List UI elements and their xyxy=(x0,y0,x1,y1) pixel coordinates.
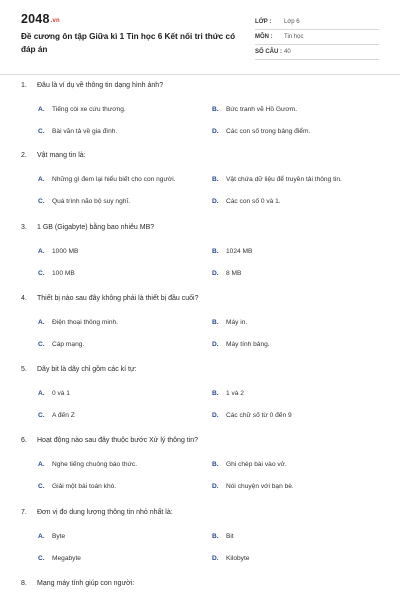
option-letter: B. xyxy=(212,319,219,326)
option-text: 1 và 2 xyxy=(226,390,244,397)
option-text: Kilobyte xyxy=(226,555,250,562)
option-letter: B. xyxy=(212,461,219,468)
option-letter: A. xyxy=(38,248,45,255)
option-a[interactable] xyxy=(38,248,78,255)
option-b[interactable] xyxy=(212,248,252,255)
question-text xyxy=(21,295,199,302)
option-letter: D. xyxy=(212,555,219,562)
option-letter: A. xyxy=(38,319,45,326)
option-c[interactable] xyxy=(38,341,84,348)
option-letter: C. xyxy=(38,128,45,135)
option-a[interactable] xyxy=(38,106,126,113)
option-text: Quá trình não bộ suy nghĩ. xyxy=(52,198,131,205)
option-a[interactable] xyxy=(38,176,176,183)
option-text: 8 MB xyxy=(226,270,242,277)
question-text xyxy=(21,152,86,159)
question-stem: Đâu là ví dụ về thông tin dạng hình ảnh? xyxy=(37,82,164,89)
option-text: Giải một bài toán khó. xyxy=(52,483,117,490)
option-letter: B. xyxy=(212,390,219,397)
logo-suffix: .vn xyxy=(50,18,60,24)
meta-row-class xyxy=(255,16,379,30)
option-d[interactable] xyxy=(212,555,249,562)
option-letter: A. xyxy=(38,461,45,468)
option-text: 1024 MB xyxy=(226,248,253,255)
option-d[interactable] xyxy=(212,483,294,490)
option-letter: A. xyxy=(38,106,45,113)
option-letter: B. xyxy=(212,176,219,183)
question-stem: Đơn vị đo dung lượng thông tin nhỏ nhất là: xyxy=(37,509,173,516)
question-number: 4. xyxy=(21,295,27,302)
option-text: Cáp mạng. xyxy=(52,341,85,348)
option-letter: C. xyxy=(38,412,45,419)
option-b[interactable] xyxy=(212,176,342,183)
option-letter: C. xyxy=(38,483,45,490)
option-letter: A. xyxy=(38,176,45,183)
option-d[interactable] xyxy=(212,341,270,348)
question-stem: Vật mang tin là: xyxy=(37,152,86,159)
option-text: Những gì đem lại hiểu biết cho con người. xyxy=(52,176,176,183)
meta-value: Tin học xyxy=(284,34,304,40)
header-divider xyxy=(0,74,400,75)
option-c[interactable] xyxy=(38,412,75,419)
option-b[interactable] xyxy=(212,461,287,468)
question-number: 7. xyxy=(21,509,27,516)
option-letter: B. xyxy=(212,533,219,540)
option-text: Ghi chép bài vào vở. xyxy=(226,461,287,468)
option-text: Các con số trong bảng điểm. xyxy=(226,128,311,135)
option-text: 1000 MB xyxy=(52,248,79,255)
meta-key: LỚP : xyxy=(255,19,272,25)
option-a[interactable] xyxy=(38,390,70,397)
document-title: Đề cương ôn tập Giữa kì 1 Tin học 6 Kết nối tri thức có đáp án xyxy=(21,32,236,54)
option-text: Điện thoại thông minh. xyxy=(52,319,118,326)
option-letter: A. xyxy=(38,390,45,397)
question-number: 3. xyxy=(21,224,27,231)
option-a[interactable] xyxy=(38,461,137,468)
option-text: Byte xyxy=(52,533,66,540)
question-number: 5. xyxy=(21,366,27,373)
option-text: Tiếng còi xe cứu thương. xyxy=(52,106,126,113)
option-letter: C. xyxy=(38,341,45,348)
question-text xyxy=(21,580,134,587)
option-text: 100 MB xyxy=(52,270,75,277)
option-d[interactable] xyxy=(212,128,310,135)
option-text: Bit xyxy=(226,533,234,540)
option-c[interactable] xyxy=(38,198,130,205)
option-text: Nói chuyện với bạn bè. xyxy=(226,483,294,490)
option-d[interactable] xyxy=(212,412,292,419)
site-logo[interactable] xyxy=(21,12,60,26)
option-text: 0 và 1 xyxy=(52,390,70,397)
option-letter: D. xyxy=(212,341,219,348)
question-text xyxy=(21,82,163,89)
option-text: Các chữ số từ 0 đến 9 xyxy=(226,412,292,419)
option-letter: C. xyxy=(38,198,45,205)
option-c[interactable] xyxy=(38,483,116,490)
option-b[interactable] xyxy=(212,533,234,540)
option-text: Vật chứa dữ liệu để truyền tải thông tin. xyxy=(226,176,342,183)
option-letter: D. xyxy=(212,128,219,135)
question-number: 6. xyxy=(21,437,27,444)
option-d[interactable] xyxy=(212,198,281,205)
logo-text: 2048 xyxy=(21,12,50,26)
option-letter: B. xyxy=(212,106,219,113)
question-number: 8. xyxy=(21,580,27,587)
meta-key: MÔN : xyxy=(255,34,273,40)
option-text: Bài văn tả về gia đình. xyxy=(52,128,118,135)
question-text xyxy=(21,224,154,231)
question-stem: Hoạt động nào sau đây thuộc bước Xử lý thông tin? xyxy=(37,437,199,444)
meta-row-count xyxy=(255,46,379,60)
option-b[interactable] xyxy=(212,390,244,397)
question-stem: Thiết bị nào sau đây không phải là thiết bị đầu cuối? xyxy=(37,295,199,302)
option-letter: D. xyxy=(212,198,219,205)
option-text: Máy tính bảng. xyxy=(226,341,270,348)
option-text: Nghe tiếng chuông báo thức. xyxy=(52,461,138,468)
option-letter: C. xyxy=(38,555,45,562)
option-letter: D. xyxy=(212,483,219,490)
option-letter: C. xyxy=(38,270,45,277)
option-text: Bức tranh vẽ Hồ Gươm. xyxy=(226,106,298,113)
meta-value: 40 xyxy=(284,49,291,55)
option-letter: B. xyxy=(212,248,219,255)
meta-value: Lớp 6 xyxy=(284,19,300,25)
option-a[interactable] xyxy=(38,533,65,540)
question-text xyxy=(21,509,173,516)
document-header xyxy=(0,0,400,72)
option-a[interactable] xyxy=(38,319,118,326)
option-letter: D. xyxy=(212,412,219,419)
question-number: 1. xyxy=(21,82,27,89)
option-b[interactable] xyxy=(212,319,247,326)
option-c[interactable] xyxy=(38,128,117,135)
option-letter: D. xyxy=(212,270,219,277)
option-letter: A. xyxy=(38,533,45,540)
option-text: Megabyte xyxy=(52,555,81,562)
option-text: A đến Z xyxy=(52,412,75,419)
option-c[interactable] xyxy=(38,555,81,562)
option-c[interactable] xyxy=(38,270,75,277)
option-d[interactable] xyxy=(212,270,241,277)
question-text xyxy=(21,366,137,373)
meta-key: SỐ CÂU : xyxy=(255,49,282,55)
option-text: Máy in. xyxy=(226,319,248,326)
question-text xyxy=(21,437,198,444)
question-stem: Mạng máy tính giúp con người: xyxy=(37,580,135,587)
meta-row-subject xyxy=(255,31,379,45)
question-stem: 1 GB (Gigabyte) bằng bao nhiêu MB? xyxy=(37,224,155,231)
question-number: 2. xyxy=(21,152,27,159)
question-stem: Dãy bit là dãy chỉ gồm các kí tự: xyxy=(37,366,137,373)
option-b[interactable] xyxy=(212,106,297,113)
option-text: Các con số 0 và 1. xyxy=(226,198,281,205)
